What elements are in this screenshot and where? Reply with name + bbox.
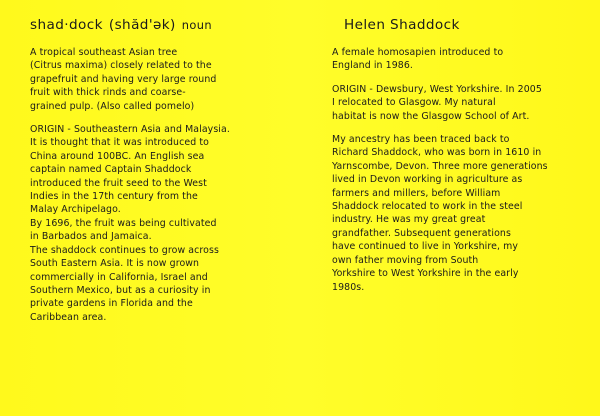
definition-paragraph <box>30 46 282 113</box>
definition-line: grapefruit and having very large round <box>30 73 217 85</box>
origin-line: The shaddock continues to grow across <box>30 244 219 256</box>
origin-line: It is thought that it was introduced to <box>30 137 209 149</box>
origin-line: By 1696, the fruit was being cultivated <box>30 217 217 229</box>
origin-line: in Barbados and Jamaica. <box>30 231 152 243</box>
origin-line: introduced the fruit seed to the West <box>30 177 207 189</box>
origin-line: Indies in the 17th century from the <box>30 191 198 203</box>
ancestry-line: lived in Devon working in agriculture as <box>332 174 523 186</box>
origin-line: private gardens in Florida and the <box>30 298 193 310</box>
left-column <box>30 16 282 334</box>
ancestry-line: Richard Shaddock, who was born in 1610 in <box>332 147 542 159</box>
origin-line: Caribbean area. <box>30 311 107 323</box>
ancestry-line: industry. He was my great great <box>332 214 486 226</box>
ancestry-line: My ancestry has been traced back to <box>332 134 510 146</box>
personal-origin-line: I relocated to Glasgow. My natural <box>332 97 496 109</box>
ancestry-line: have continued to live in Yorkshire, my <box>332 241 518 253</box>
definition-line: grained pulp. (Also called pomelo) <box>30 100 195 112</box>
ancestry-line: 1980s. <box>332 281 365 293</box>
pronunciation: (shăd'ək) <box>108 17 176 33</box>
origin-line: China around 100BC. An English sea <box>30 150 205 162</box>
ancestry-line: Yarnscombe, Devon. Three more generations <box>332 160 548 172</box>
headword: shad·dock <box>30 17 103 33</box>
ancestry-line: Shaddock relocated to work in the steel <box>332 201 523 213</box>
origin-line: South Eastern Asia. It is now grown <box>30 258 200 270</box>
ancestry-paragraph <box>332 133 580 294</box>
origin-line: captain named Captain Shaddock <box>30 164 192 176</box>
intro-paragraph <box>332 46 580 73</box>
origin-line: Malay Archipelago. <box>30 204 121 216</box>
origin-line: ORIGIN - Southeastern Asia and Malaysia. <box>30 124 230 136</box>
person-name-heading: Helen Shaddock <box>344 17 460 33</box>
origin-line: Southern Mexico, but as a curiosity in <box>30 284 211 296</box>
definition-line: A tropical southeast Asian tree <box>30 47 178 58</box>
dictionary-heading <box>30 16 282 34</box>
definition-line: (Citrus maxima) closely related to the <box>30 60 212 72</box>
ancestry-line: grandfather. Subsequent generations <box>332 227 511 239</box>
intro-line: A female homosapien introduced to <box>332 47 504 58</box>
ancestry-line: own father moving from South <box>332 254 479 266</box>
origin-paragraph <box>30 123 282 324</box>
part-of-speech: noun <box>181 18 212 32</box>
intro-line: England in 1986. <box>332 60 414 72</box>
definition-line: fruit with thick rinds and coarse- <box>30 87 186 99</box>
personal-origin-line: ORIGIN - Dewsbury, West Yorkshire. In 2005 <box>332 83 542 95</box>
origin-line: commercially in California, Israel and <box>30 271 208 283</box>
personal-origin-paragraph <box>332 83 580 123</box>
right-column <box>332 16 580 304</box>
ancestry-line: Yorkshire to West Yorkshire in the early <box>332 268 519 280</box>
ancestry-line: farmers and millers, before William <box>332 187 501 199</box>
personal-origin-line: habitat is now the Glasgow School of Art. <box>332 110 530 122</box>
